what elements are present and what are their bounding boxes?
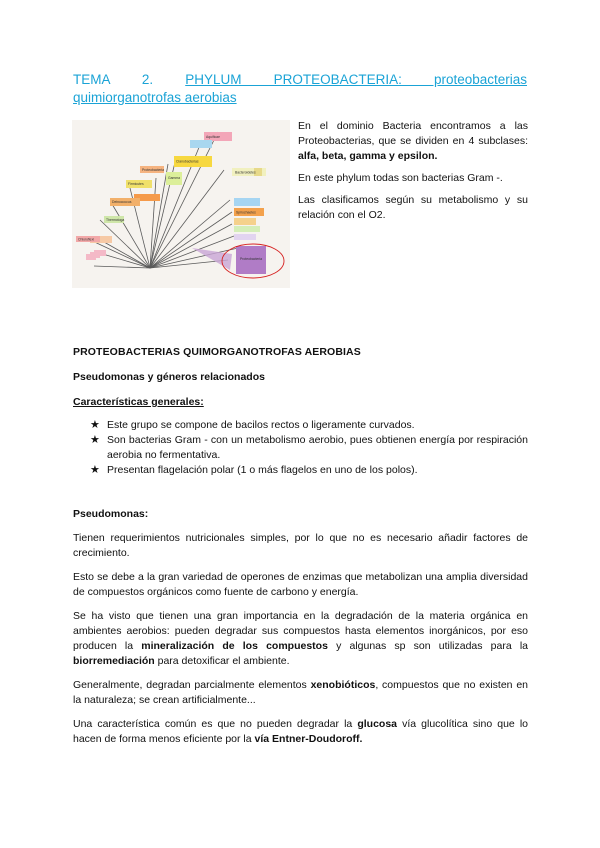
list-item-text: Presentan flagelación polar (1 o más flagelos en uno de los polos). — [107, 464, 418, 476]
p5-text-a: Una característica común es que no pueden degradar la — [73, 718, 358, 730]
label-box-4 — [190, 140, 212, 148]
star-bullet-icon: ★ — [90, 434, 100, 446]
features-list — [90, 418, 528, 478]
pseudomonas-heading: Pseudomonas: — [73, 508, 149, 520]
label-box-22 — [86, 254, 96, 260]
intro-p1-bold: alfa, beta, gamma y epsilon. — [298, 150, 438, 162]
title-line-1 — [73, 71, 527, 89]
star-bullet-icon: ★ — [90, 464, 100, 476]
body-paragraph-3 — [73, 609, 528, 669]
p3-text-a: Se ha visto que tienen una gran importancia en la degradación de la materia orgánica en ambientes aerobios: pueden degradar sus compuestos hasta elementos inorgánicos, por eso producen la — [73, 610, 528, 652]
list-item-text: Son bacterias Gram - con un metabolismo aerobio, pues obtienen energía por respiración aerobia no fermentativa. — [107, 434, 528, 461]
section-subtitle: Pseudomonas y géneros relacionados — [73, 371, 265, 383]
label-box-21 — [234, 234, 256, 240]
section-title: PROTEOBACTERIAS QUIMORGANOTROFAS AEROBIAS — [73, 346, 361, 358]
label-box-17 — [234, 198, 260, 206]
intro-paragraph-3: Las clasificamos según su metabolismo y su relación con el O2. — [298, 194, 528, 221]
star-bullet-icon: ★ — [90, 419, 100, 431]
title-link-line-2[interactable]: quimiorganotrofas aerobias — [73, 90, 237, 105]
body-paragraph-5 — [73, 717, 528, 747]
p4-bold-b: xenobióticos — [310, 679, 376, 691]
p4-text-c: , compuestos que no existen en la naturaleza; se crean artificialmente... — [73, 679, 528, 706]
body-paragraph-2: Esto se debe a la gran variedad de operones de enzimas que metabolizan una amplia diversidad de compuestos orgánicos como fuente de carbono y energía. — [73, 571, 528, 598]
phylogenetic-tree-drawing — [72, 120, 290, 288]
title-prefix: TEMA 2. — [73, 72, 154, 87]
p5-bold-b: glucosa — [357, 718, 398, 730]
phylogenetic-tree-figure — [72, 120, 290, 288]
body-paragraph-1: Tienen requerimientos nutricionales simples, por lo que no es necesario añadir factores de crecimiento. — [73, 532, 528, 559]
label-box-20 — [234, 226, 260, 232]
p5-bold-d: vía Entner-Doudoroff. — [254, 733, 363, 745]
p3-text-e: para detoxificar el ambiente. — [154, 655, 290, 667]
figure-label-10: Spirochaetes — [236, 210, 256, 215]
label-box-19 — [234, 218, 256, 225]
figure-label-1: Cianobacterias — [176, 159, 199, 164]
figure-label-3: Gamma — [168, 176, 181, 180]
figure-label-highlight: Proteobacteria — [240, 257, 263, 261]
figure-label-6: Chloroflexi — [78, 237, 95, 242]
intro-paragraph-2: En este phylum todas son bacterias Gram -. — [298, 172, 503, 184]
p5-text-c: vía glucolítica sino que lo hacen de forma menos eficiente por la — [73, 718, 528, 745]
figure-label-9: Bacteroidetes — [235, 170, 256, 175]
list-item — [90, 418, 528, 433]
p3-bold-b: mineralización de los compuestos — [141, 640, 328, 652]
tree-branches — [86, 132, 238, 268]
features-heading: Características generales: — [73, 396, 204, 408]
p3-bold-d: biorremediación — [73, 655, 155, 667]
figure-label-7: Aquificae — [206, 135, 220, 139]
list-item-text: Este grupo se compone de bacilos rectos o ligeramente curvados. — [107, 419, 415, 431]
title-line-2 — [73, 89, 527, 107]
highlight-wedge — [192, 248, 232, 270]
figure-label-2: Proteobacteria — [142, 168, 165, 172]
p4-text-a: Generalmente, degradan parcialmente elementos — [73, 679, 311, 691]
figure-label-5: Thermotoga — [106, 218, 125, 222]
list-item — [90, 433, 528, 463]
intro-paragraph-1 — [298, 119, 528, 164]
p3-text-c: y algunas sp son utilizadas para la — [327, 640, 529, 652]
body-paragraph-4 — [73, 678, 528, 708]
list-item — [90, 463, 528, 478]
figure-label-8: Firmicutes — [128, 182, 144, 186]
title-link-line-1[interactable]: PHYLUM PROTEOBACTERIA: proteobacterias — [185, 72, 527, 87]
figure-label-4: Deinococcus — [112, 200, 132, 204]
pseudomonas-body — [73, 531, 528, 756]
intro-p1-text: En el dominio Bacteria encontramos a las Proteobacterias, que se dividen en 4 subclases: — [298, 120, 528, 147]
page-title — [73, 71, 527, 107]
intro-text — [298, 119, 528, 230]
